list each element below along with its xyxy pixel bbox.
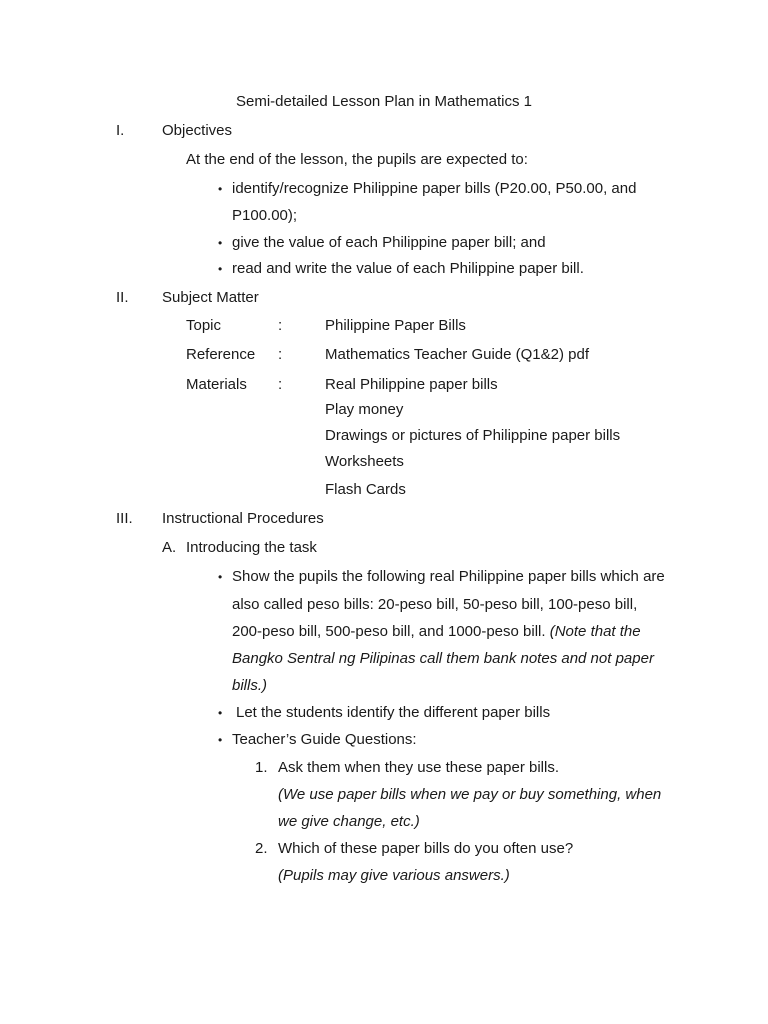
question-text: Ask them when they use these paper bills.	[278, 759, 559, 776]
colon: :	[278, 346, 283, 363]
reference-value: Mathematics Teacher Guide (Q1&2) pdf	[325, 346, 590, 363]
question-number: 2.	[255, 840, 268, 857]
procedure-text: 200-peso bill, 500-peso bill, and 1000-peso bill.	[232, 623, 550, 640]
subsection-marker: A.	[162, 539, 177, 556]
section-numeral-subject-matter: II.	[116, 289, 129, 306]
topic-label: Topic	[186, 317, 222, 334]
materials-item: Real Philippine paper bills	[325, 376, 498, 393]
procedure-text-line	[232, 624, 641, 639]
materials-item: Worksheets	[325, 453, 404, 470]
section-heading-objectives: Objectives	[162, 122, 233, 139]
question-answer: (We use paper bills when we pay or buy something, when	[278, 786, 662, 803]
section-numeral-objectives: I.	[116, 122, 125, 139]
document-title: Semi-detailed Lesson Plan in Mathematics 1	[236, 93, 532, 110]
question-text: Which of these paper bills do you often use?	[278, 840, 574, 857]
materials-item: Play money	[325, 401, 404, 418]
question-number: 1.	[255, 759, 268, 776]
objective-item: read and write the value of each Philippine paper bill.	[232, 260, 584, 277]
materials-item: Flash Cards	[325, 481, 406, 498]
bullet-icon: •	[218, 262, 223, 276]
procedure-text: Let the students identify the different paper bills	[236, 704, 551, 721]
objectives-intro: At the end of the lesson, the pupils are expected to:	[186, 151, 528, 168]
section-heading-procedures: Instructional Procedures	[162, 510, 324, 527]
bullet-icon: •	[218, 733, 223, 747]
objective-item: give the value of each Philippine paper bill; and	[232, 234, 546, 251]
procedure-note: (Note that the	[549, 623, 641, 640]
objective-item-continuation: P100.00);	[232, 207, 298, 224]
section-heading-subject-matter: Subject Matter	[162, 289, 259, 306]
colon: :	[278, 376, 283, 393]
procedure-text: also called peso bills: 20-peso bill, 50-peso bill, 100-peso bill,	[232, 596, 638, 613]
procedure-text: Teacher’s Guide Questions:	[232, 731, 417, 748]
procedure-note: bills.)	[232, 677, 268, 694]
objective-item: identify/recognize Philippine paper bills (P20.00, P50.00, and	[232, 180, 637, 197]
materials-item: Drawings or pictures of Philippine paper bills	[325, 427, 621, 444]
bullet-icon: •	[218, 182, 223, 196]
topic-value: Philippine Paper Bills	[325, 317, 466, 334]
section-numeral-procedures: III.	[116, 510, 133, 527]
colon: :	[278, 317, 283, 334]
reference-label: Reference	[186, 346, 256, 363]
subsection-heading: Introducing the task	[186, 539, 317, 556]
materials-label: Materials	[186, 376, 247, 393]
procedure-text: Show the pupils the following real Philippine paper bills which are	[232, 568, 665, 585]
bullet-icon: •	[218, 570, 223, 584]
bullet-icon: •	[218, 236, 223, 250]
procedure-note: Bangko Sentral ng Pilipinas call them bank notes and not paper	[232, 650, 654, 667]
question-answer: (Pupils may give various answers.)	[278, 867, 510, 884]
question-answer: we give change, etc.)	[278, 813, 420, 830]
bullet-icon: •	[218, 706, 223, 720]
